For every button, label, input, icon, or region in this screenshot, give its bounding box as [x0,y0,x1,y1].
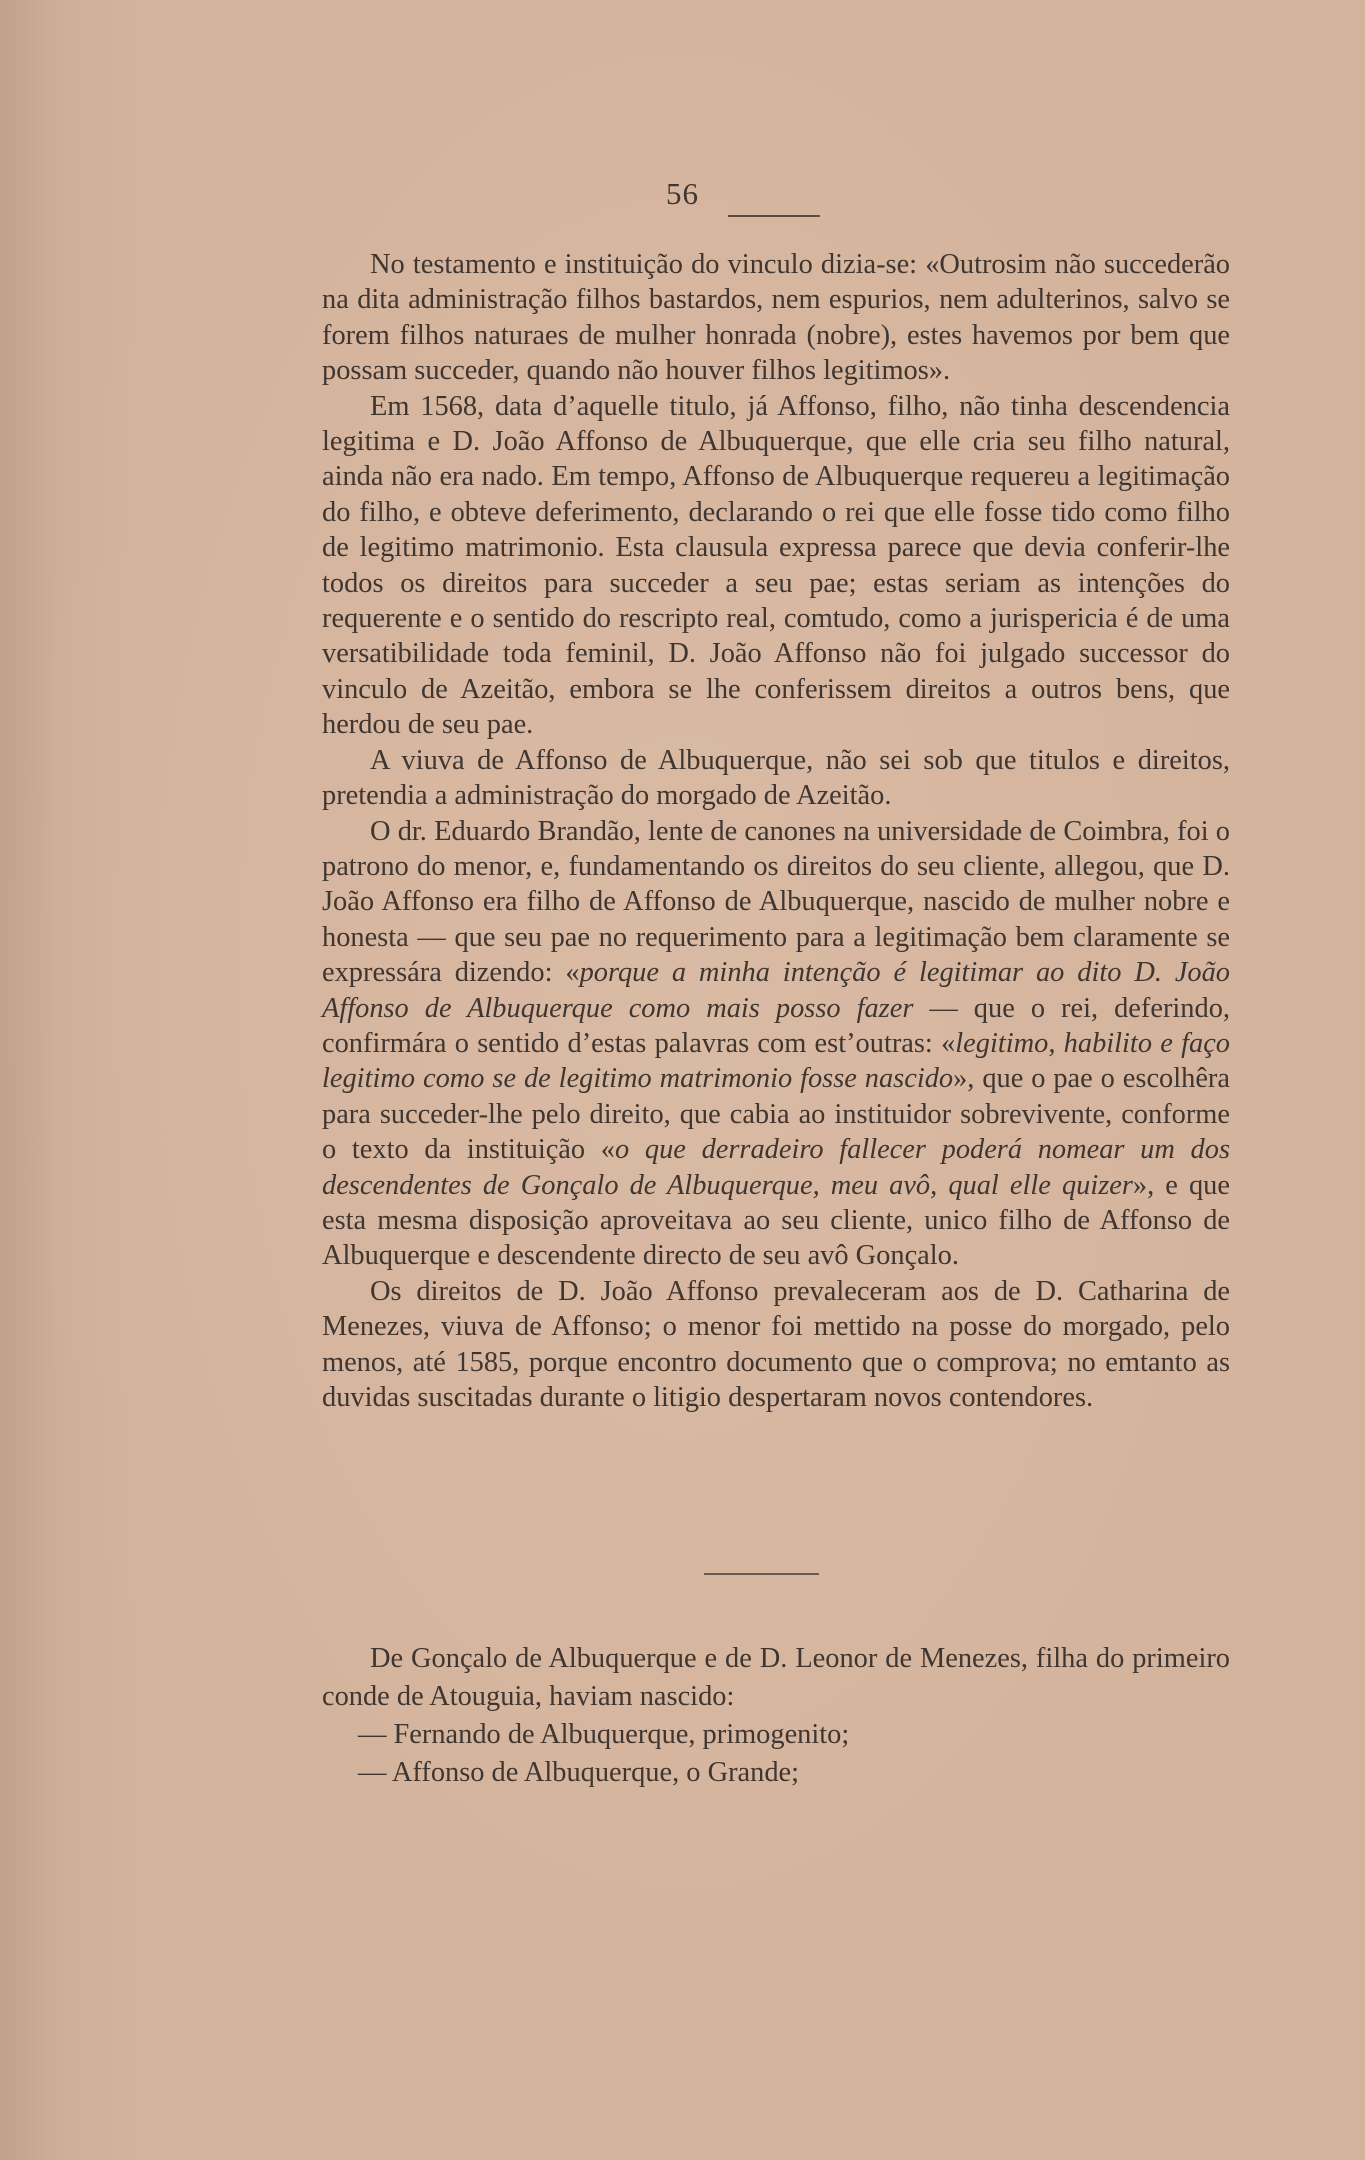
paragraph [322,247,1230,389]
paragraph [322,814,1230,1274]
page-number: 56 [666,176,699,211]
genealogy-item: — Fernando de Albuquerque, primogenito; [358,1719,850,1750]
text-run: No testamento e instituição do vinculo dizia-se: «Outrosim não succederão na dita administração filhos bastardos, nem espurios, nem adulterinos, salvo se forem filhos naturaes de mulher honrada (nobre), estes havemos por bem que possam succeder, quando não houver filhos legitimos». [322,249,1230,387]
text-run: Os direitos de D. João Affonso prevaleceram aos de D. Catharina de Menezes, viuva de Affonso; o menor foi mettido na posse do morgado, pelo menos, até 1585, porque encontro documento que o comprova; no emtanto as duvidas suscitadas durante o litigio despertaram novos contendores. [322,1275,1230,1413]
quoted-italic-text: o que derradeiro fallecer poderá nomear um dos descendentes de Gonçalo de Albuquerque, meu avô, qual elle quizer [322,1134,1230,1201]
genealogy-note [322,1640,1230,1792]
text-run: », e que esta mesma disposição aproveitava ao seu cliente, unico filho de Affonso de Albuquerque e descendente directo de seu avô Gonçalo. [322,1169,1230,1272]
main-text [322,247,1230,1415]
genealogy-item: — Affonso de Albuquerque, o Grande; [358,1757,800,1788]
text-run: O dr. Eduardo Brandão, lente de canones na universidade de Coimbra, foi o patrono do menor, e, fundamentando os direitos do seu cliente, allegou, que D. João Affonso era filho de Affonso de Albuquerque, nascido de mulher nobre e honesta — que seu pae no requerimento para a legitimação bem claramente se expressára dizendo: « [322,815,1230,989]
header-rule [728,215,820,217]
genealogy-intro: De Gonçalo de Albuquerque e de D. Leonor de Menezes, filha do primeiro conde de Atouguia, haviam nascido: [322,1643,1230,1712]
paragraph [322,389,1230,743]
section-divider [704,1573,819,1575]
text-run: — que o rei, deferindo, confirmára o sentido d’estas palavras com est’outras: « [322,992,1230,1059]
text-run: », que o pae o escolhêra para succeder-lhe pelo direito, que cabia ao instituidor sobrevivente, conforme o texto da instituição « [322,1063,1230,1166]
quoted-italic-text: porque a minha intenção é legitimar ao dito D. João Affonso de Albuquerque como mais posso fazer [322,957,1230,1024]
paragraph [322,743,1230,814]
quoted-italic-text: legitimo, habilito e faço legitimo como se de legitimo matrimonio fosse nascido [322,1027,1230,1095]
paragraph [322,1274,1230,1416]
text-run: A viuva de Affonso de Albuquerque, não sei sob que titulos e direitos, pretendia a administração do morgado de Azeitão. [322,744,1230,812]
text-run: Em 1568, data d’aquelle titulo, já Affonso, filho, não tinha descendencia legitima e D. João Affonso de Albuquerque, que elle cria seu filho natural, ainda não era nado. Em tempo, Affonso de Albuquerque requereu a legitimação do filho, e obteve deferimento, declarando o rei que elle fosse tido como filho de legitimo matrimonio. Esta clausula expressa parece que devia conferir-lhe todos os direitos para succeder a seu pae; estas seriam as intenções do requerente e o sentido do rescripto real, comtudo, como a jurispericia é de uma versatibilidade toda feminil, D. João Affonso não foi julgado successor do vinculo de Azeitão, embora se lhe conferissem direitos a outros bens, que herdou de seu pae. [322,390,1230,741]
